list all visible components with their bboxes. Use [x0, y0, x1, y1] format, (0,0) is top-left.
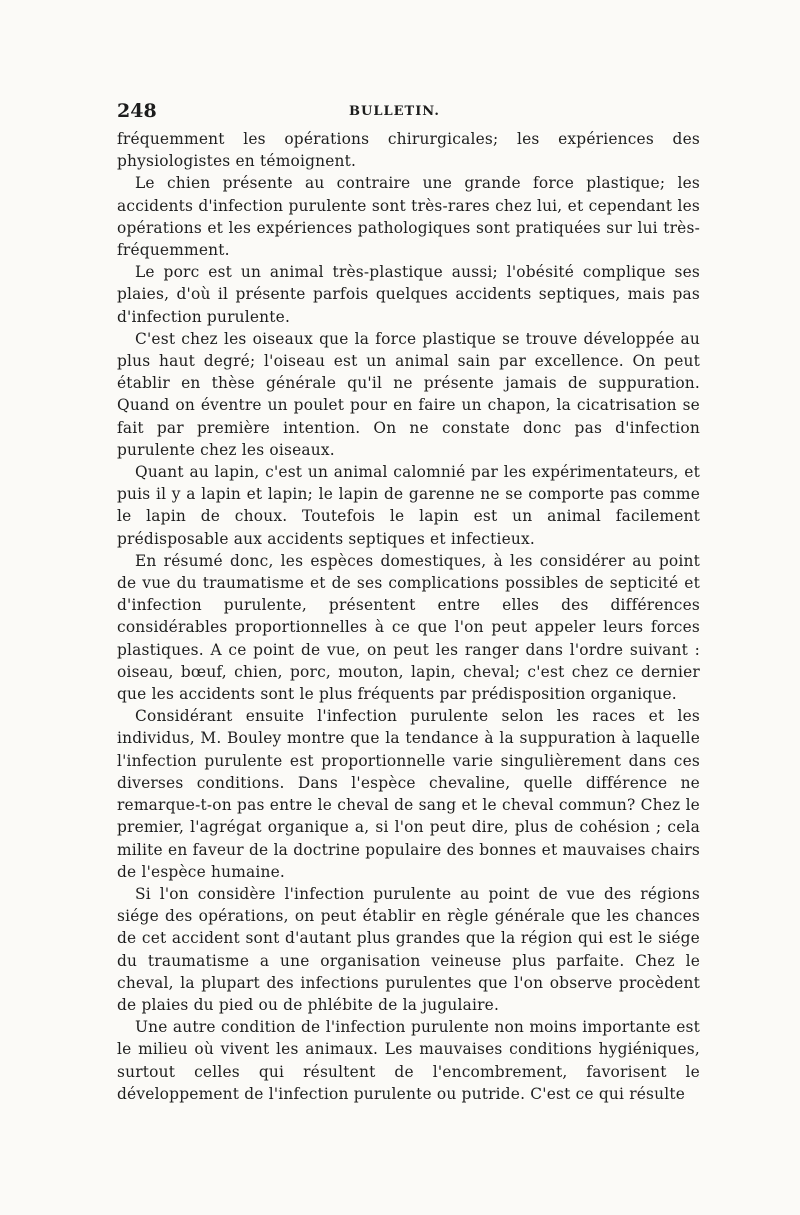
running-head: BULLETIN. [349, 104, 440, 119]
paragraph-summary: En résumé donc, les espèces domestiques, à les considérer au point de vue du traumatisme et de ses complications possibles de septicité et d'infection purulente, présentent entre elles des différences considérables proportionnelles à ce que l'on peut appeler leurs forces plastiques. A ce point de vue, on peut les ranger dans l'ordre suivant : oiseau, bœuf, chien, porc, mouton, lapin, cheval; c'est chez ce dernier que les accidents sont le plus fréquents par prédisposition organique. [117, 551, 700, 704]
paragraph-birds: C'est chez les oiseaux que la force plastique se trouve développée au plus haut degré; l'oiseau est un animal sain par excellence. On peut établir en thèse générale qu'il ne présente jamais de suppuration. Quand on éventre un poulet pour en faire un chapon, la cicatrisation se fait par première intention. On ne constate donc pas d'infection purulente chez les oiseaux. [117, 329, 700, 459]
paragraph-dog: Le chien présente au contraire une grande force plastique; les accidents d'infection purulente sont très-rares chez lui, et cependant les opérations et les expériences pathologiques sont pratiquées sur lui très-fréquemment. [117, 174, 700, 260]
paragraph-pig: Le porc est un animal très-plastique aussi; l'obésité complique ses plaies, d'où il présente parfois quelques accidents septiques, mais pas d'infection purulente. [117, 263, 700, 326]
paragraph-regions: Si l'on considère l'infection purulente au point de vue des régions siége des opérations, on peut établir en règle générale que les chances de cet accident sont d'autant plus grandes que la région qui est le siége du traumatisme a une organisation veineuse plus parfaite. Chez le cheval, la plupart des infections purulentes que l'on observe procèdent de plaies du pied ou de phlébite de la jugulaire. [117, 884, 700, 1014]
body-text [117, 128, 700, 1105]
page-header [117, 100, 677, 126]
paragraph-rabbit: Quant au lapin, c'est un animal calomnié par les expérimentateurs, et puis il y a lapin et lapin; le lapin de garenne ne se comporte pas comme le lapin de choux. Toutefois le lapin est un animal facilement prédisposable aux accidents septiques et infectieux. [117, 463, 700, 548]
paragraph-environment: Une autre condition de l'infection purulente non moins importante est le milieu où vivent les animaux. Les mauvaises conditions hygiéniques, surtout celles qui résultent de l'encombrement, favorisent le développement de l'infection purulente ou putride. C'est ce qui résulte [117, 1018, 700, 1103]
paragraph-continuation: fréquemment les opérations chirurgicales; les expériences des physiologistes en témoignent. [117, 130, 700, 171]
paragraph-races: Considérant ensuite l'infection purulente selon les races et les individus, M. Bouley montre que la tendance à la suppuration à laquelle l'infection purulente est proportionnelle varie singulièrement dans ces diverses conditions. Dans l'espèce chevaline, quelle différence ne remarque-t-on pas entre le cheval de sang et le cheval commun? Chez le premier, l'agrégat organique a, si l'on peut dire, plus de cohésion ; cela milite en faveur de la doctrine populaire des bonnes et mauvaises chairs de l'espèce humaine. [117, 707, 700, 881]
page-number: 248 [117, 100, 157, 122]
